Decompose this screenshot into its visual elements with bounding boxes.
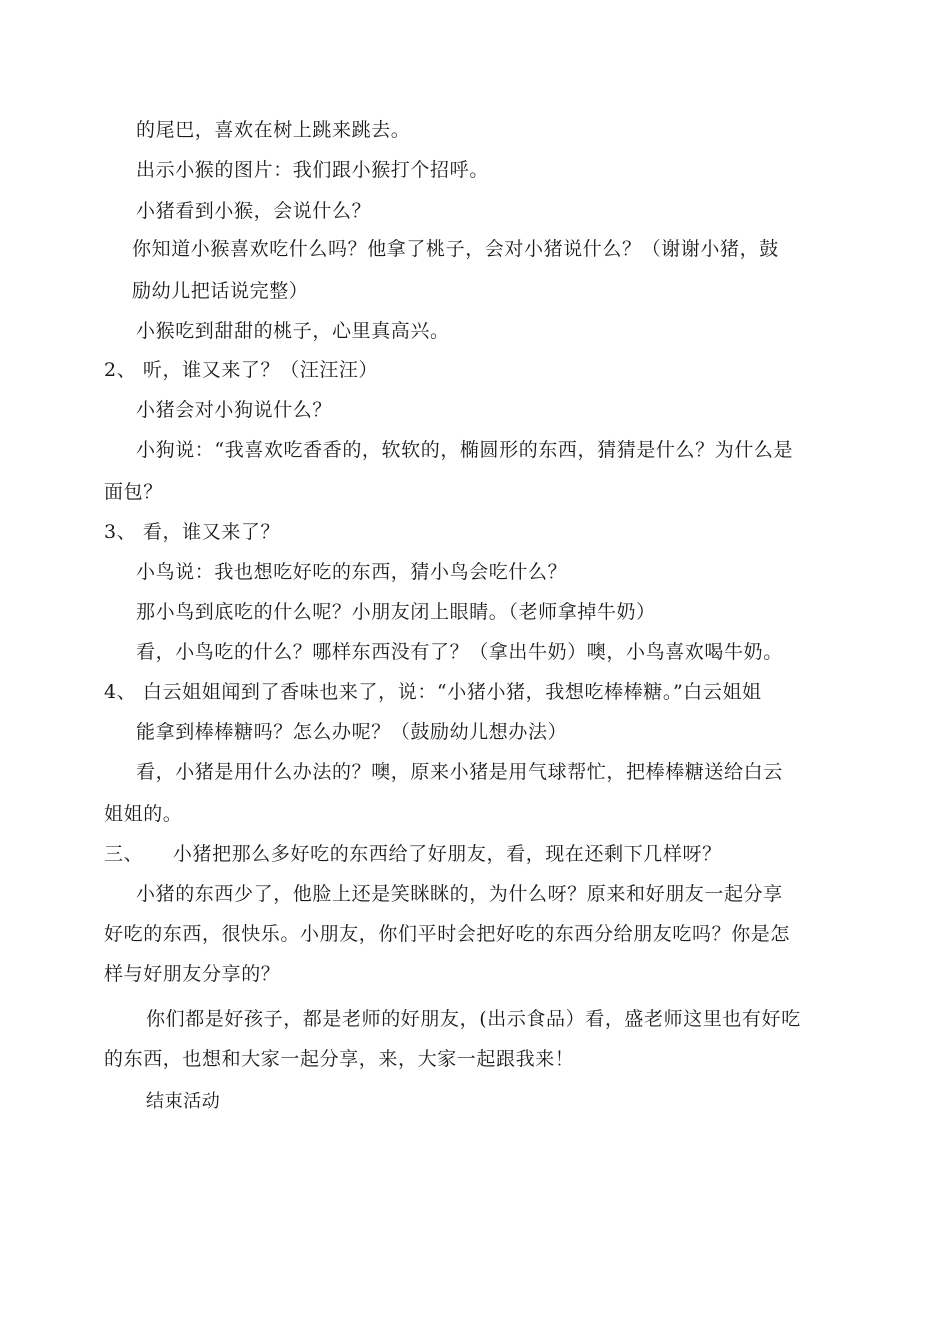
section-heading-three: 三、 小猪把那么多好吃的东西给了好朋友，看，现在还剩下几样呀？ — [104, 843, 722, 865]
text-line: 好吃的东西，很快乐。小朋友，你们平时会把好吃的东西分给朋友吃吗？你是怎 — [104, 923, 791, 945]
text-line: 姐姐的。 — [104, 803, 183, 825]
text-line: 面包？ — [104, 481, 163, 503]
text-line: 励幼儿把话说完整） — [132, 280, 309, 302]
section-heading-2: 2、 听，谁又来了？（汪汪汪） — [104, 359, 379, 381]
text-line: 小猴吃到甜甜的桃子，心里真高兴。 — [136, 320, 450, 342]
text-line: 小狗说：“我喜欢吃香香的，软软的，椭圆形的东西，猜猜是什么？为什么是 — [136, 439, 794, 461]
text-line: 那小鸟到底吃的什么呢？小朋友闭上眼睛。（老师拿掉牛奶） — [136, 601, 656, 623]
text-line: 看，小猪是用什么办法的？噢，原来小猪是用气球帮忙，把棒棒糖送给白云 — [136, 761, 783, 783]
text-line: 的东西，也想和大家一起分享，来，大家一起跟我来！ — [104, 1048, 575, 1070]
text-line: 小鸟说：我也想吃好吃的东西，猜小鸟会吃什么？ — [136, 561, 568, 583]
text-line: 的尾巴，喜欢在树上跳来跳去。 — [136, 119, 411, 141]
text-line: 看，小鸟吃的什么？哪样东西没有了？（拿出牛奶）噢，小鸟喜欢喝牛奶。 — [136, 641, 783, 663]
text-line: 小猪会对小狗说什么？ — [136, 399, 333, 421]
text-line: 样与好朋友分享的？ — [104, 963, 281, 985]
text-line: 能拿到棒棒糖吗？怎么办呢？（鼓励幼儿想办法） — [136, 721, 568, 743]
text-line: 小猪的东西少了，他脸上还是笑眯眯的，为什么呀？原来和好朋友一起分享 — [136, 883, 783, 905]
section-heading-3: 3、 看，谁又来了？ — [104, 521, 281, 543]
closing-line: 结束活动 — [146, 1091, 221, 1112]
text-line: 出示小猴的图片：我们跟小猴打个招呼。 — [136, 159, 489, 181]
text-line: 你知道小猴喜欢吃什么吗？他拿了桃子，会对小猪说什么？（谢谢小猪，鼓 — [132, 238, 779, 260]
text-line: 你们都是好孩子，都是老师的好朋友，(出示食品）看，盛老师这里也有好吃 — [146, 1008, 801, 1030]
section-heading-4: 4、 白云姐姐闻到了香味也来了，说：“小猪小猪，我想吃棒棒糖。”白云姐姐 — [104, 681, 762, 703]
text-line: 小猪看到小猴，会说什么？ — [136, 200, 372, 222]
